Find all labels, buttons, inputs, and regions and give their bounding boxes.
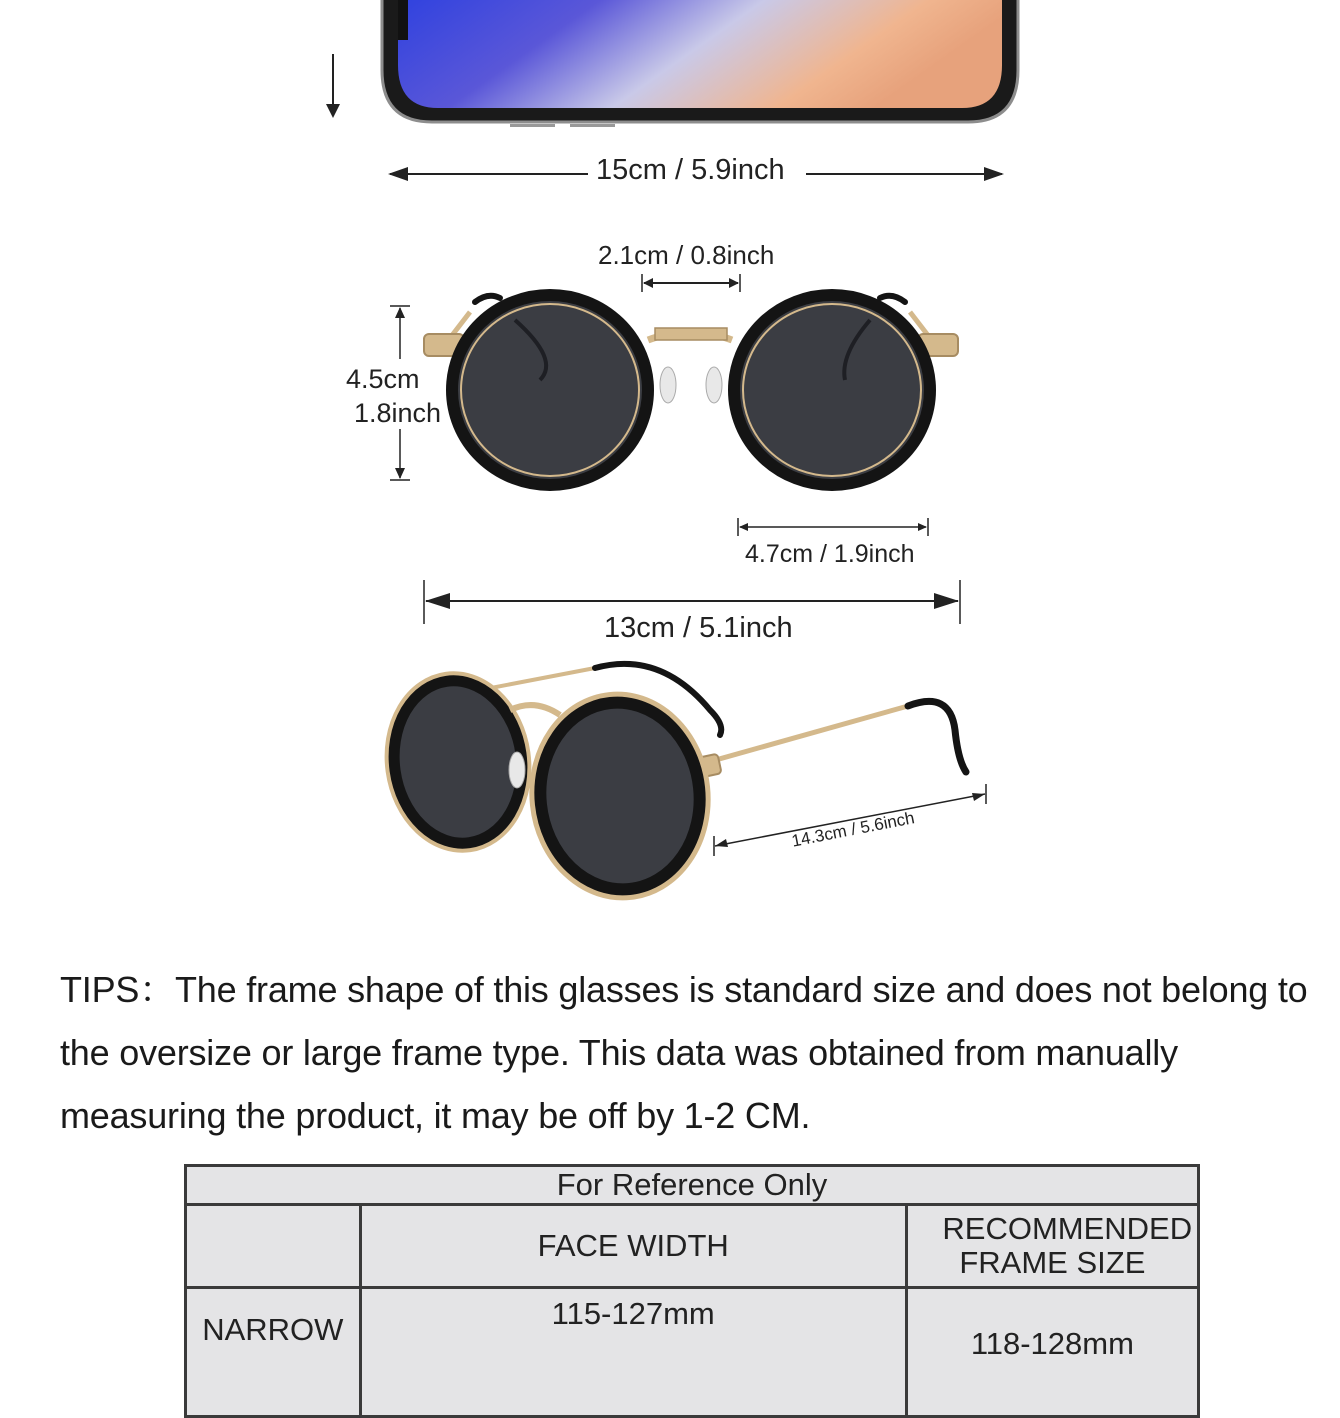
lens-height-cm-label: 4.5cm [346,364,420,394]
table-header-frame-size: RECOMMENDED FRAME SIZE [906,1205,1198,1288]
tips-paragraph: TIPS：The frame shape of this glasses is standard size and does not belong to the oversize or large frame type. This data was obtained from manually measuring the product, it may be off by 1-2 CM. [60,969,1308,1136]
size-reference-table [184,1164,1200,1418]
table-header-face-width: FACE WIDTH [360,1205,906,1288]
row-face-width: 115-127mm [360,1288,906,1417]
table-caption: For Reference Only [186,1166,1199,1205]
table-row [186,1288,1199,1417]
lens-width-arrow [736,516,932,538]
row-label: NARROW [186,1288,361,1417]
right-lens [734,295,930,485]
left-lens [452,295,648,485]
lens-height-inch-label: 1.8inch [354,398,442,428]
bridge-width-label: 2.1cm / 0.8inch [598,240,775,270]
phone-screen [398,0,1002,108]
temple-length-label: 14.3cm / 5.6inch [790,808,917,851]
phone-height-arrow [320,52,346,122]
table-header-blank [186,1205,361,1288]
bridge-width-arrow [640,272,744,294]
total-width-label: 13cm / 5.1inch [604,612,793,644]
row-frame-size: 118-128mm [906,1288,1198,1417]
lens-width-label: 4.7cm / 1.9inch [745,540,915,568]
phone-width-label: 15cm / 5.9inch [596,154,785,186]
